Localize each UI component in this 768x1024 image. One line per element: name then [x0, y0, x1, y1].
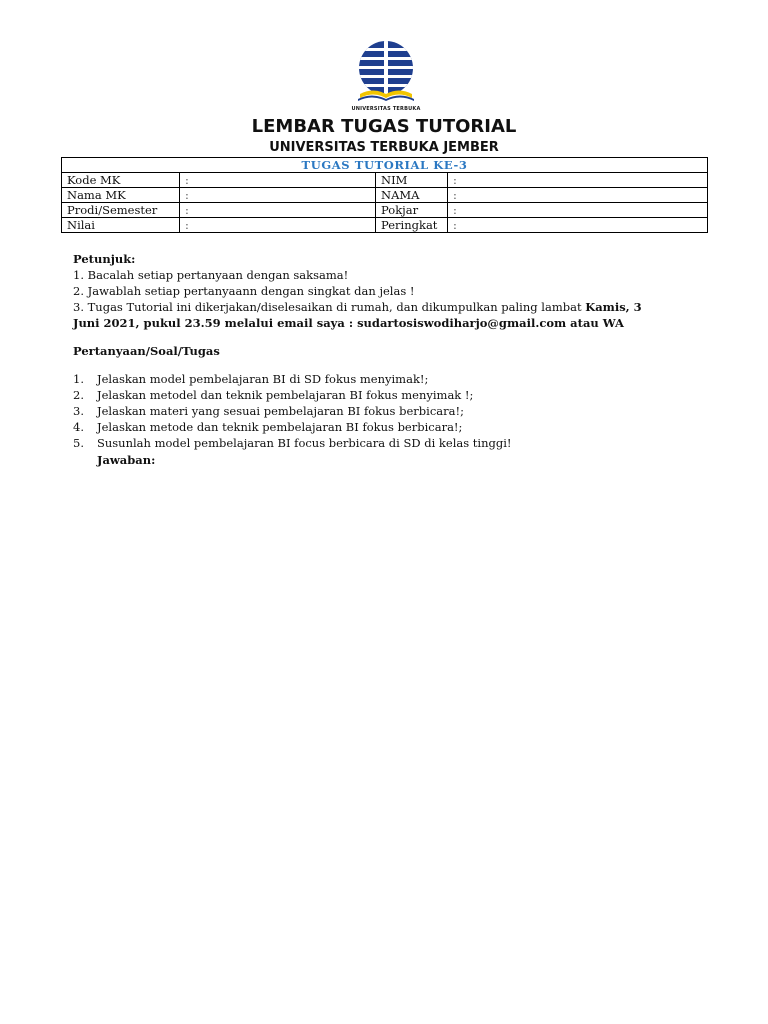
- separator: :: [453, 203, 457, 217]
- deadline-details: Juni 2021, pukul 23.59 melalui email saya : sudartosiswodiharjo@gmail.com atau WA: [73, 316, 624, 330]
- separator: :: [185, 203, 189, 217]
- page-subtitle: UNIVERSITAS TERBUKA JEMBER: [269, 140, 499, 155]
- page-title: LEMBAR TUGAS TUTORIAL: [251, 116, 517, 137]
- separator: :: [185, 218, 189, 232]
- list-item: [73, 435, 713, 451]
- answer-label: Jawaban:: [97, 453, 156, 467]
- separator: :: [453, 188, 457, 202]
- row-value[interactable]: [180, 203, 376, 218]
- row-value[interactable]: [180, 188, 376, 203]
- row-label: Nama MK: [62, 188, 180, 203]
- row-value[interactable]: [180, 173, 376, 188]
- table-row: [62, 173, 708, 188]
- question-number: 4.: [73, 420, 84, 434]
- question-list: [73, 371, 713, 451]
- questions-heading: Pertanyaan/Soal/Tugas: [73, 344, 220, 358]
- row-label: Peringkat: [376, 218, 448, 233]
- instruction-text: 3. Tugas Tutorial ini dikerjakan/diselesaikan di rumah, dan dikumpulkan paling lambat: [73, 300, 586, 314]
- logo-caption: UNIVERSITAS TERBUKA: [351, 106, 421, 112]
- row-value[interactable]: [180, 218, 376, 233]
- row-value[interactable]: [448, 173, 708, 188]
- question-number: 5.: [73, 436, 84, 450]
- separator: :: [453, 218, 457, 232]
- instruction-item: [73, 299, 713, 315]
- table-row: [62, 188, 708, 203]
- universitas-terbuka-logo: [350, 38, 422, 114]
- question-text: Jelaskan model pembelajaran BI di SD fokus menyimak!;: [97, 372, 429, 386]
- table-row: [62, 203, 708, 218]
- question-text: Jelaskan metode dan teknik pembelajaran BI fokus berbicara!;: [97, 420, 463, 434]
- row-value[interactable]: [448, 203, 708, 218]
- row-label: Kode MK: [62, 173, 180, 188]
- logo-emblem-icon: [350, 38, 422, 114]
- question-text: Jelaskan materi yang sesuai pembelajaran BI fokus berbicara!;: [97, 404, 464, 418]
- question-number: 2.: [73, 388, 84, 402]
- list-item: [73, 371, 713, 387]
- instruction-item: 1. Bacalah setiap pertanyaan dengan saksama!: [73, 268, 349, 282]
- list-item: [73, 387, 713, 403]
- list-item: [73, 403, 713, 419]
- row-label: NIM: [376, 173, 448, 188]
- separator: :: [185, 173, 189, 187]
- instruction-item: 2. Jawablah setiap pertanyaann dengan singkat dan jelas !: [73, 284, 415, 298]
- question-text: Susunlah model pembelajaran BI focus berbicara di SD di kelas tinggi!: [97, 436, 512, 450]
- assignment-info-table: [61, 157, 708, 233]
- separator: :: [453, 173, 457, 187]
- row-value[interactable]: [448, 218, 708, 233]
- question-number: 1.: [73, 372, 84, 386]
- list-item: [73, 419, 713, 435]
- instructions-heading: Petunjuk:: [73, 252, 136, 266]
- instructions-block: [73, 251, 713, 331]
- row-label: Nilai: [62, 218, 180, 233]
- table-heading-row: [62, 158, 708, 173]
- separator: :: [185, 188, 189, 202]
- table-row: [62, 218, 708, 233]
- row-label: NAMA: [376, 188, 448, 203]
- table-heading: TUGAS TUTORIAL KE-3: [62, 158, 708, 173]
- deadline-day: Kamis, 3: [585, 300, 642, 314]
- row-label: Pokjar: [376, 203, 448, 218]
- row-label: Prodi/Semester: [62, 203, 180, 218]
- row-value[interactable]: [448, 188, 708, 203]
- question-text: Jelaskan metodel dan teknik pembelajaran BI fokus menyimak !;: [97, 388, 474, 402]
- question-number: 3.: [73, 404, 84, 418]
